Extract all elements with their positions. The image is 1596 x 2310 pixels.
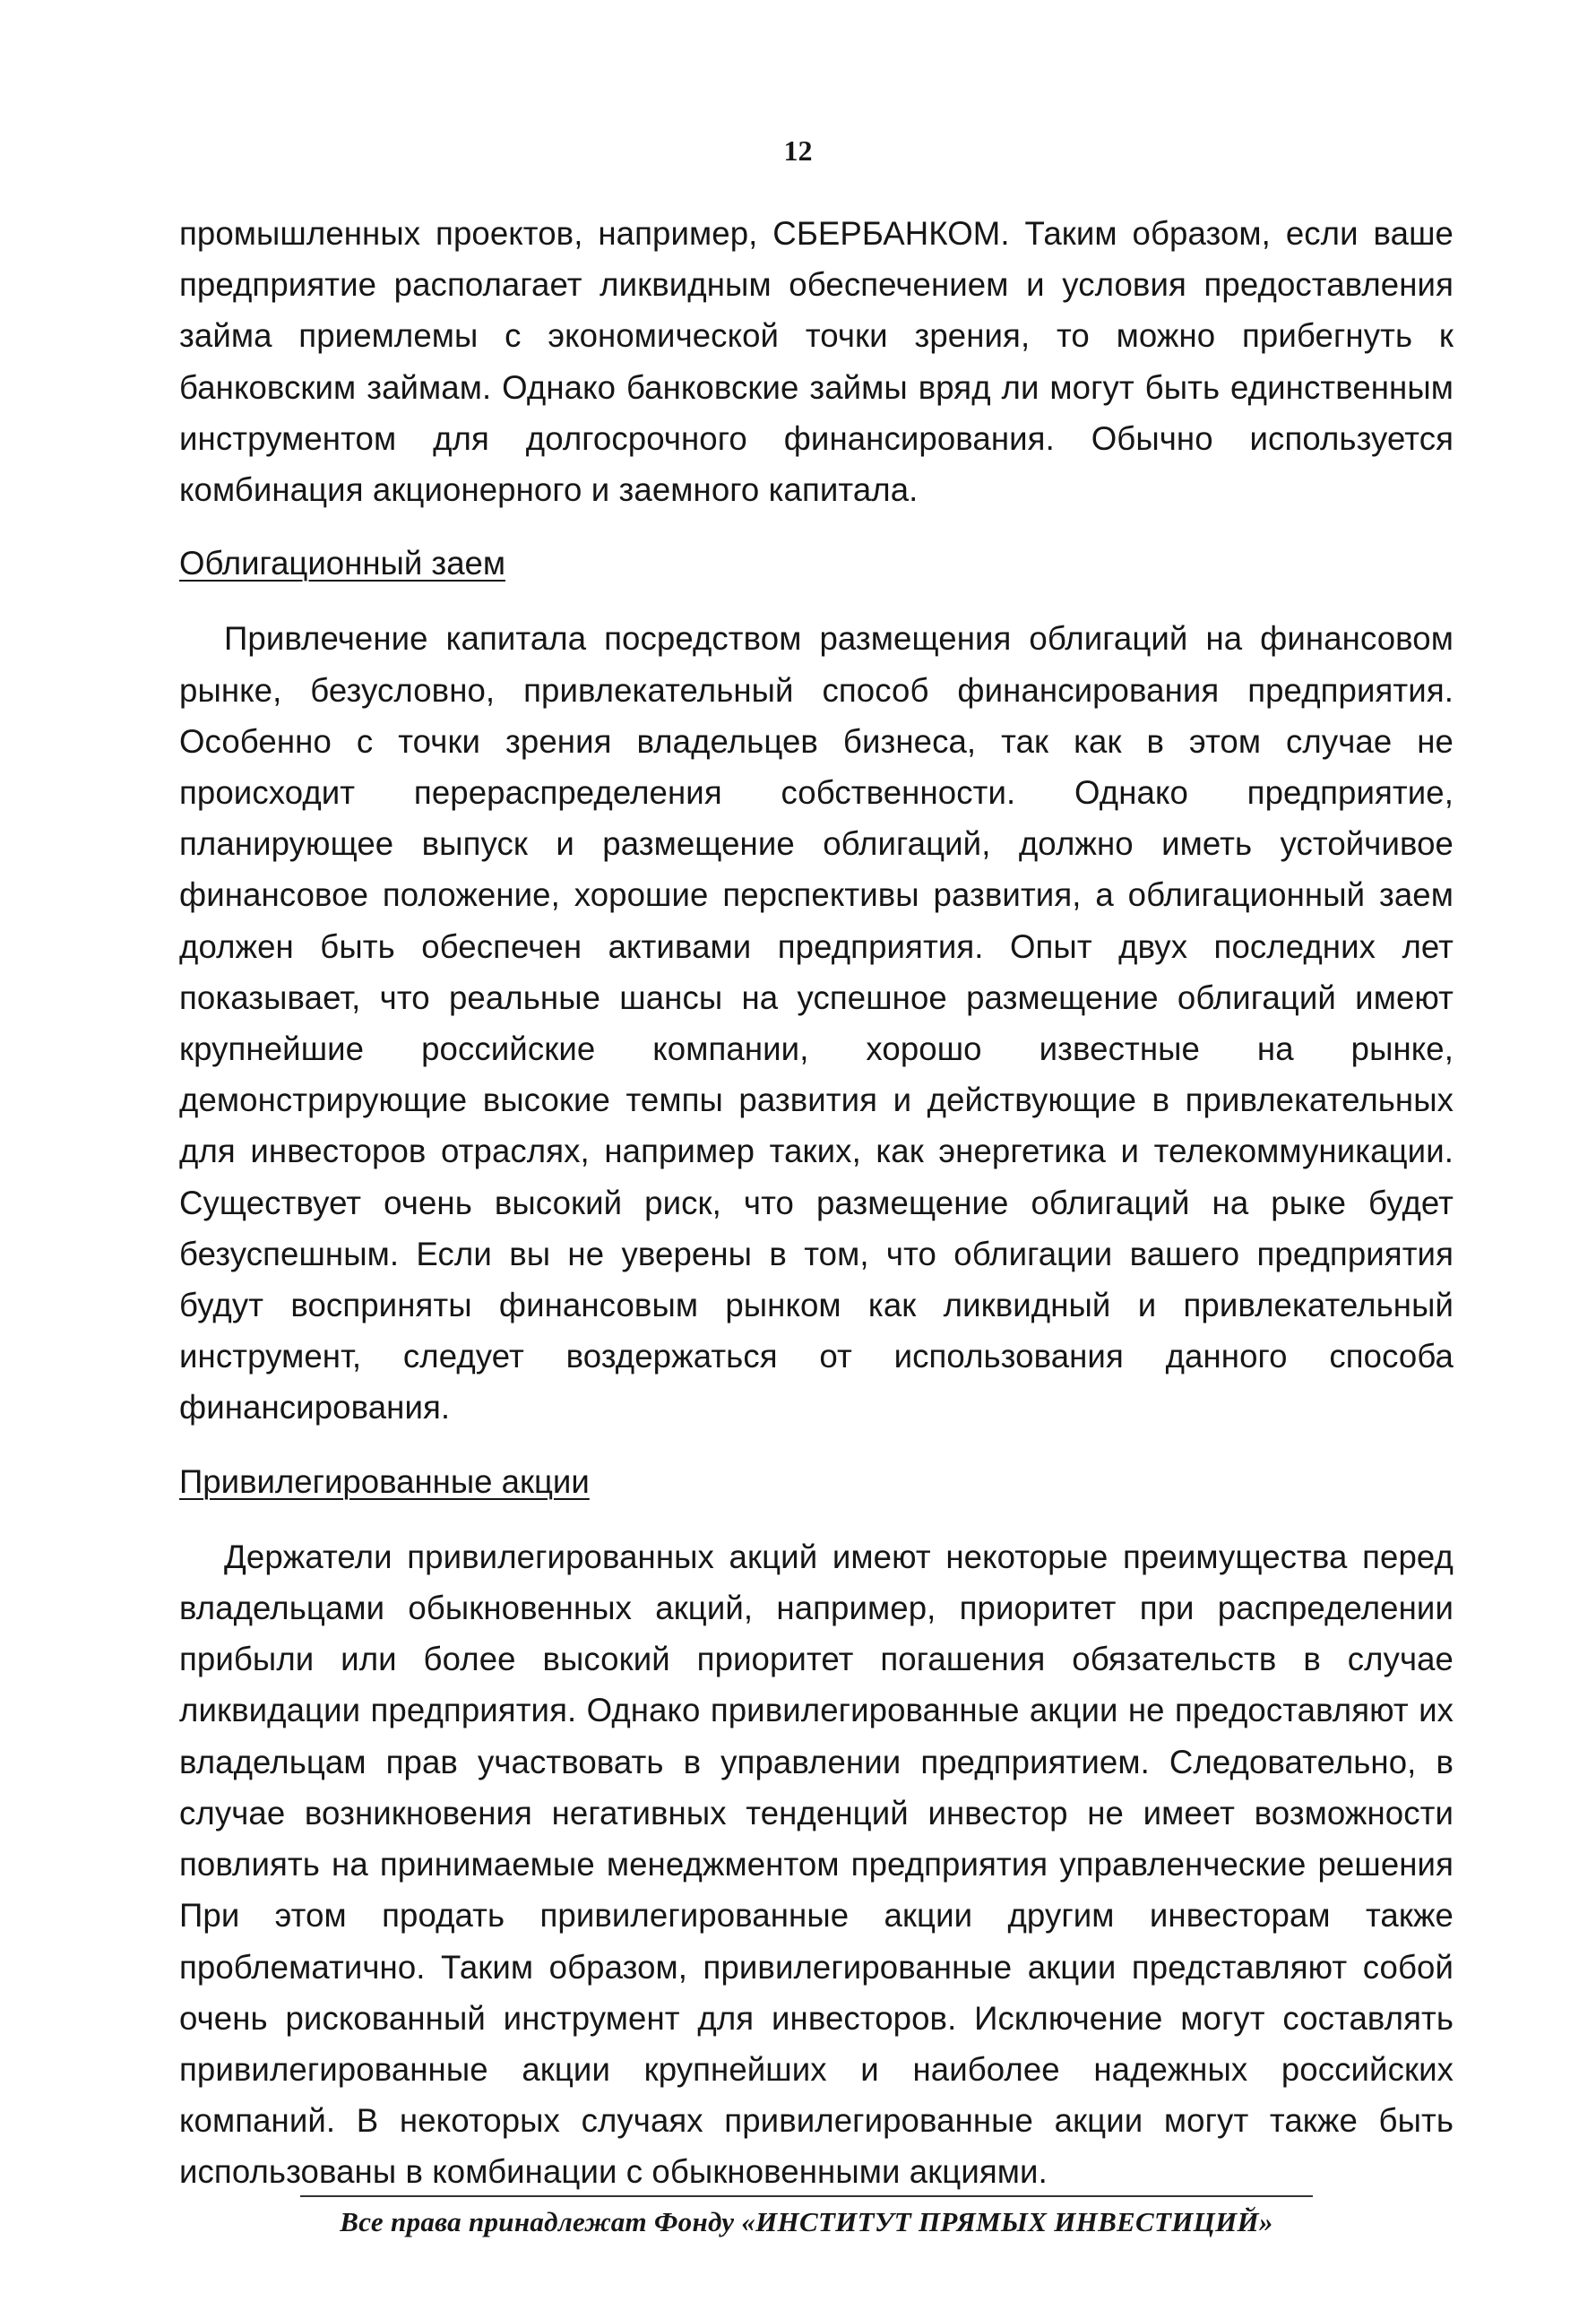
section-heading-preferred-shares: Привилегированные акции — [179, 1462, 590, 1500]
section-paragraph-bond-loan: Привлечение капитала посредством размещения облигаций на финансовом рынке, безусловно, привлекательный способ финансирования предприятия. Особенно с точки зрения владельцев бизнеса, так как в этом случае не происходит перераспределения собственности. Однако предприятие, планирующее выпуск и размещение облигаций, должно иметь устойчивое финансовое положение, хорошие перспективы развития, а облигационный заем должен быть обеспечен активами предприятия. Опыт двух последних лет показывает, что реальные шансы на успешное размещение облигаций имеют крупнейшие российские компании, хорошо известные на рынке, демонстрирующие высокие темпы развития и действующие в привлекательных для инвесторов отраслях, например таких, как энергетика и телекоммуникации. Существует очень высокий риск, что размещение облигаций на рыке будет безуспешным. Если вы не уверены в том, что облигации вашего предприятия будут восприняты финансовым рынком как ликвидный и привлекательный инструмент, следует воздержаться от использования данного способа финансирования. — [179, 620, 1454, 1427]
copyright-footer: Все права принадлежат Фонду «ИНСТИТУТ ПРЯМЫХ ИНВЕСТИЦИЙ» — [300, 2195, 1313, 2238]
section-paragraph-preferred-shares: Держатели привилегированных акций имеют некоторые преимущества перед владельцами обыкновенных акций, например, приоритет при распределении прибыли или более высокий приоритет погашения обязательств в случае ликвидации предприятия. Однако привилегированные акции не предоставляют их владельцам прав участвовать в управлении предприятием. Следовательно, в случае возникновения негативных тенденций инвестор не имеет возможности повлиять на принимаемые менеджментом предприятия управленческие решения При этом продать привилегированные акции другим инвесторам также проблематично. Таким образом, привилегированные акции представляют собой очень рискованный инструмент для инвесторов. Исключение могут составлять привилегированные акции крупнейших и наиболее надежных российских компаний. В некоторых случаях привилегированные акции могут также быть использованы в комбинации с обыкновенными акциями. — [179, 1538, 1454, 2191]
page-content — [179, 208, 1454, 2198]
page-number: 12 — [783, 134, 813, 167]
section-heading-bond-loan: Облигационный заем — [179, 545, 506, 582]
intro-paragraph: промышленных проектов, например, СБЕРБАНКОМ. Таким образом, если ваше предприятие располагает ликвидным обеспечением и условия предоставления займа приемлемы с экономической точки зрения, то можно прибегнуть к банковским займам. Однако банковские займы вряд ли могут быть единственным инструментом для долгосрочного финансирования. Обычно используется комбинация акционерного и заемного капитала. — [179, 215, 1454, 509]
